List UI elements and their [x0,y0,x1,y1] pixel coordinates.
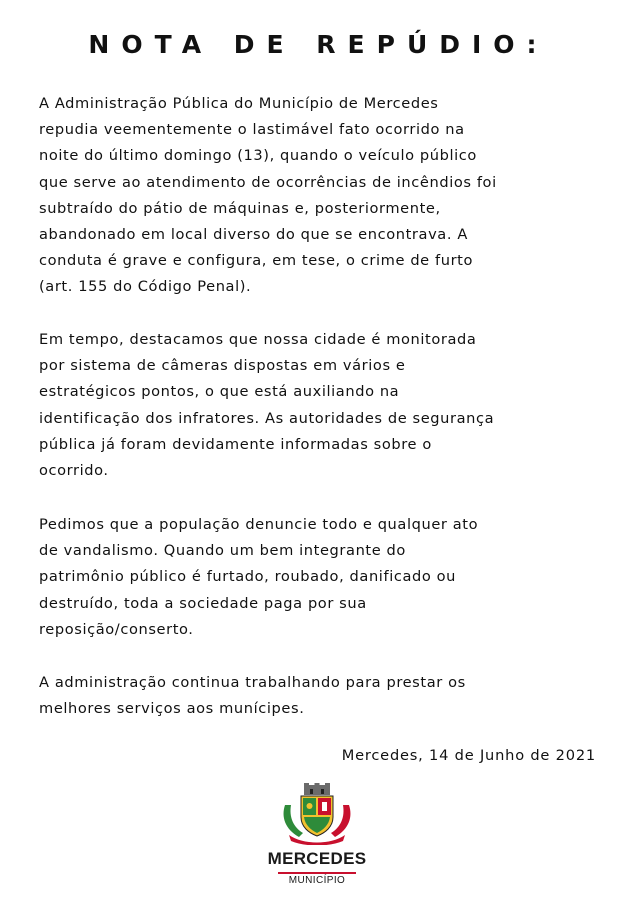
coat-of-arms-icon [277,783,357,845]
paragraph-repudiation: A Administração Pública do Município de Mercedes repudia veementemente o lastimável fato ocorrido na noite do último domingo (13), quando o veículo público que serve ao atendimento de ocorrências de incêndios foi subtraído do pátio de máquinas e, posteriormente, abandonado em local diverso do que se encontrava. A conduta é grave e configura, em tese, o crime de furto (art. 155 do Código Penal). [39,95,497,296]
page-title: NOTA DE REPÚDIO: [88,30,549,59]
paragraph-monitoring: Em tempo, destacamos que nossa cidade é monitorada por sistema de câmeras dispostas em vários e estratégicos pontos, o que está auxiliando na identificação dos infratores. As autoridades de segurança pública já foram devidamente informadas sobre o ocorrido. [39,331,495,480]
logo-subtitle: MUNICÍPIO [288,875,346,886]
logo-divider [278,872,356,874]
date-line: Mercedes, 14 de Junho de 2021 [341,747,596,764]
municipality-logo [262,783,372,893]
logo-name: MERCEDES [267,849,367,868]
paragraph-denounce: Pedimos que a população denuncie todo e qualquer ato de vandalismo. Quando um bem integrante do patrimônio público é furtado, roubado, danificado ou destruído, toda a sociedade paga por sua reposição/conserto. [39,516,479,638]
paragraph-closing: A administração continua trabalhando para prestar os melhores serviços aos munícipes. [39,674,466,718]
